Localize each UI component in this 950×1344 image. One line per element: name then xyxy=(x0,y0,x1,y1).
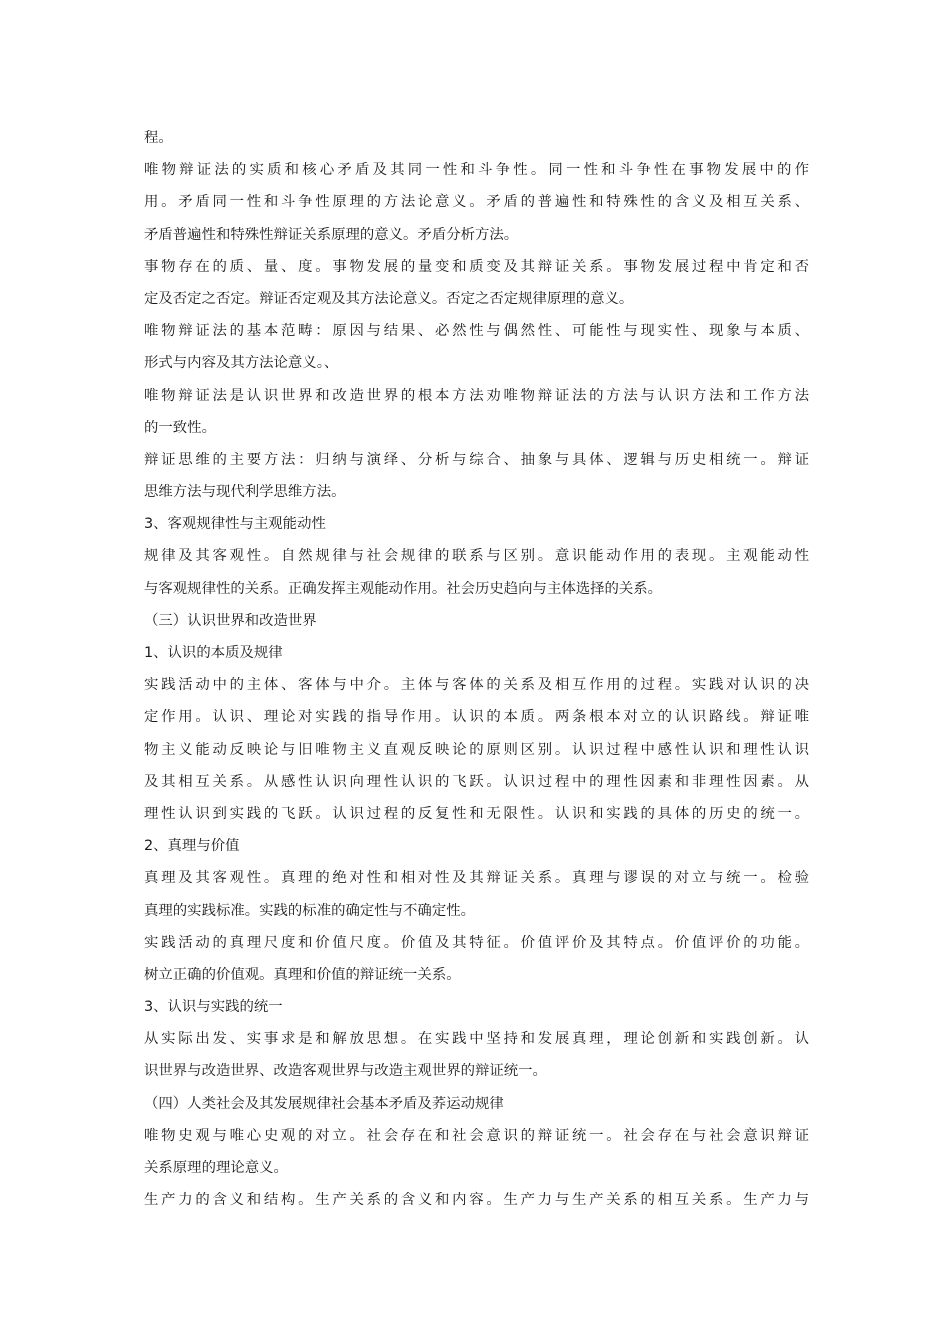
text-line: 及其相互关系。从感性认识向理性认识的飞跃。认识过程中的理性因素和非理性因素。从 xyxy=(144,773,809,790)
text-line: 唯物史观与唯心史观的对立。社会存在和社会意识的辩证统一。社会存在与社会意识辩证 xyxy=(144,1127,809,1144)
text-line: 从实际出发、实事求是和解放思想。在实践中坚持和发展真理，理论创新和实践创新。认 xyxy=(144,1031,809,1048)
text-line: 事物存在的质、量、度。事物发展的量变和质变及其辩证关系。事物发展过程中肯定和否 xyxy=(144,258,809,275)
text-line: 识世界与改造世界、改造客观世界与改造主观世界的辩证统一。 xyxy=(144,1063,547,1080)
text-line: 定及否定之否定。辩证否定观及其方法论意义。否定之否定规律原理的意义。 xyxy=(144,290,634,307)
text-line: 关系原理的理论意义。 xyxy=(144,1160,288,1176)
text-line: 思维方法与现代利学思维方法。 xyxy=(144,484,346,501)
text-line: 真理的实践标准。实践的标准的确定性与不确定性。 xyxy=(144,902,475,919)
document-body xyxy=(144,122,809,1216)
text-line: 定作用。认识、理论对实践的指导作用。认识的本质。两条根本对立的认识路线。辩证唯 xyxy=(144,709,809,726)
text-line: 规律及其客观性。自然规律与社会规律的联系与区别。意识能动作用的表现。主观能动性 xyxy=(144,548,809,565)
text-line: 用。矛盾同一性和斗争性原理的方法论意义。矛盾的普遍性和特殊性的含义及相互关系、 xyxy=(144,194,809,211)
text-line: 1、认识的本质及规律 xyxy=(144,645,283,661)
text-line: 3、客观规律性与主观能动性 xyxy=(144,516,326,533)
text-line: 唯物辩证法是认识世界和改造世界的根本方法劝唯物辩证法的方法与认识方法和工作方法 xyxy=(144,387,809,404)
text-line: 辩证思维的主要方法：归纳与演绎、分析与综合、抽象与具体、逻辑与历史相统一。辩证 xyxy=(144,451,809,468)
text-line: 树立正确的价值观。真理和价值的辩证统一关系。 xyxy=(144,966,461,983)
text-line: 实践活动中的主体、客体与中介。主体与客体的关系及相互作用的过程。实践对认识的决 xyxy=(144,677,809,694)
text-line: 实践活动的真理尺度和价值尺度。价值及其特征。价值评价及其特点。价值评价的功能。 xyxy=(144,934,809,951)
text-line: 2、真理与价值 xyxy=(144,838,240,855)
text-line: 理性认识到实践的飞跃。认识过程的反复性和无限性。认识和实践的具体的历史的统一。 xyxy=(144,805,809,822)
text-line: 3、认识与实践的统一 xyxy=(144,999,283,1016)
text-line: 物主义能动反映论与旧唯物主义直观反映论的原则区别。认识过程中感性认识和理性认识 xyxy=(144,741,809,758)
text-line: （四）人类社会及其发展规律社会基本矛盾及荞运动规律 xyxy=(144,1095,504,1112)
text-line: 唯物辩证法的实质和核心矛盾及其同一性和斗争性。同一性和斗争性在事物发展中的作 xyxy=(144,162,809,179)
text-line: 矛盾普遍性和特殊性辩证关系原理的意义。矛盾分析方法。 xyxy=(144,226,519,243)
text-line: 的一致性。 xyxy=(144,419,216,436)
text-line: 与客观规律性的关系。正确发挥主观能动作用。社会历史趋向与主体选择的关系。 xyxy=(144,580,663,597)
text-line: （三）认识世界和改造世界 xyxy=(144,612,317,629)
text-line: 程。 xyxy=(144,130,173,146)
text-line: 生产力的含义和结构。生产关系的含义和内容。生产力与生产关系的相互关系。生产力与 xyxy=(144,1192,809,1209)
text-line: 唯物辩证法的基本范畴：原因与结果、必然性与偶然性、可能性与现实性、现象与本质、 xyxy=(144,323,809,340)
text-line: 真理及其客观性。真理的绝对性和相对性及其辩证关系。真理与谬误的对立与统一。检验 xyxy=(144,870,809,887)
text-line: 形式与内容及其方法论意义。、 xyxy=(144,355,339,372)
